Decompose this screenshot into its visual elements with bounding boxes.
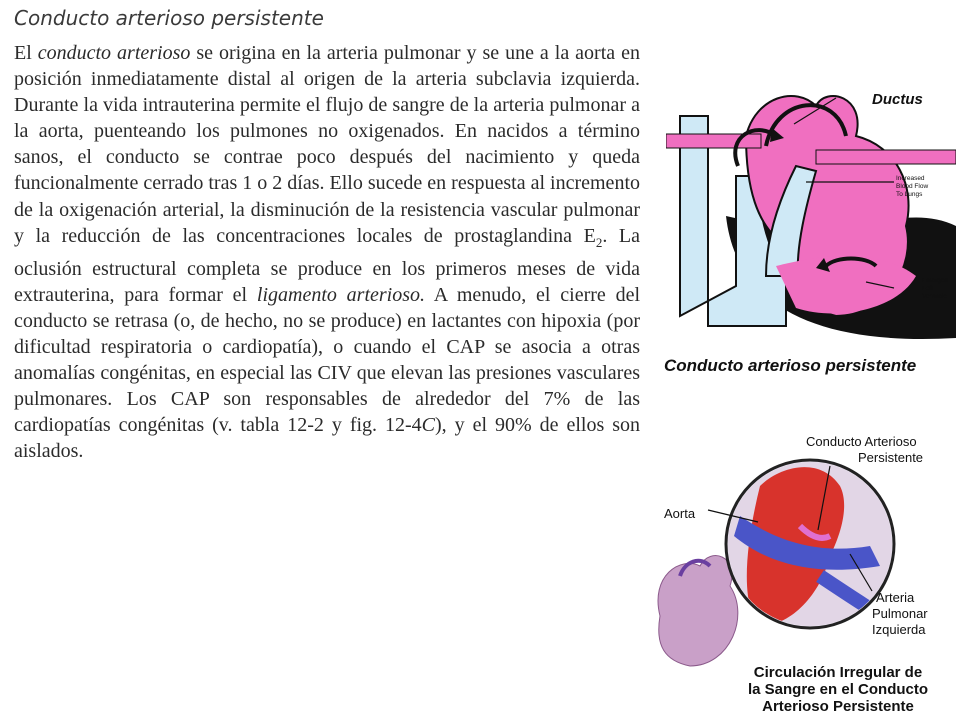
italic-term: ligamento arterioso. [256,283,426,306]
body-segment: A menudo, el cierre del conducto se retrasa (o, de hecho, no se produce) en lactantes con hipoxia (por dificultad respiratoria o cardiopatía), o cuando el CAP se asocia a otras anomalías congénitas, en especial las CIV que elevan las presiones vasculares pulmonares. Los CAP son responsables de alrededor del 7% de las cardiopatías congénitas (v. tabla 12-2 y fig. 12-4 [14,283,640,437]
flow-label-3: To Lungs [896,191,923,198]
small-heart [658,556,738,666]
pulmonar-label-3: Izquierda [872,622,926,637]
ductus-label: Ductus [872,91,923,108]
pda-heart-diagram [666,76,956,356]
figure2-caption-line-3: Arterioso Persistente [762,698,914,715]
figure2-caption-line-2: la Sangre en el Conducto [747,681,929,698]
pulmonar-label-1: Arteria [876,590,915,605]
body-segment: . La oclusión estructural completa se produce en los primeros meses de vida extrauterina, para formar el [14,224,641,306]
cap-label-1: Conducto Arterioso [806,434,917,449]
pulmonary-branch-right [816,150,956,164]
aorta-label: Aorta [664,506,696,521]
body-segment: se origina en la arteria pulmonar y se une a la aorta en posición inmediatamente distal al origen de la arteria subclavia izquierda. Durante la vida intrauterina permite el flujo de sangre de la arteria pulmonar a la aorta, puenteando los pulmones no oxigenados. En nacidos a término sanos, el conducto se contrae poco después del nacimiento y queda funcionalmente cerrado tras 1 o 2 días. Ello sucede en respuesta al incremento de la oxigenación arterial, la disminución de la resistencia vascular pulmonar y la reducción de las concentraciones locales de prostaglandina E [14,42,640,247]
article-title: Conducto arterioso persistente [14,6,324,30]
subscript: 2 [595,234,603,250]
figure2-caption [728,664,948,715]
italic-term: conducto arterioso [37,42,191,64]
pulmonar-label-2: Pulmonar [872,606,928,621]
body-segment: ), y el 90% de ellos son aislados. [14,414,640,463]
flow-label-2: Blood Flow [896,183,929,190]
article-body [14,40,640,465]
cap-label-2: Persistente [858,450,924,465]
ventricle-label-2: Left [922,285,933,292]
pulmonary-branch-left [666,134,761,148]
ventricle-label-1: Enlarged [922,277,949,284]
italic-term: C [421,414,436,437]
figure1-caption: Conducto arterioso persistente [664,356,917,375]
figure2-caption-line-1: Circulación Irregular de [753,664,923,681]
flow-label-1: Increased [896,175,925,182]
ventricle-label-3: Ventricle [922,293,947,300]
body-segment: El [14,42,38,64]
